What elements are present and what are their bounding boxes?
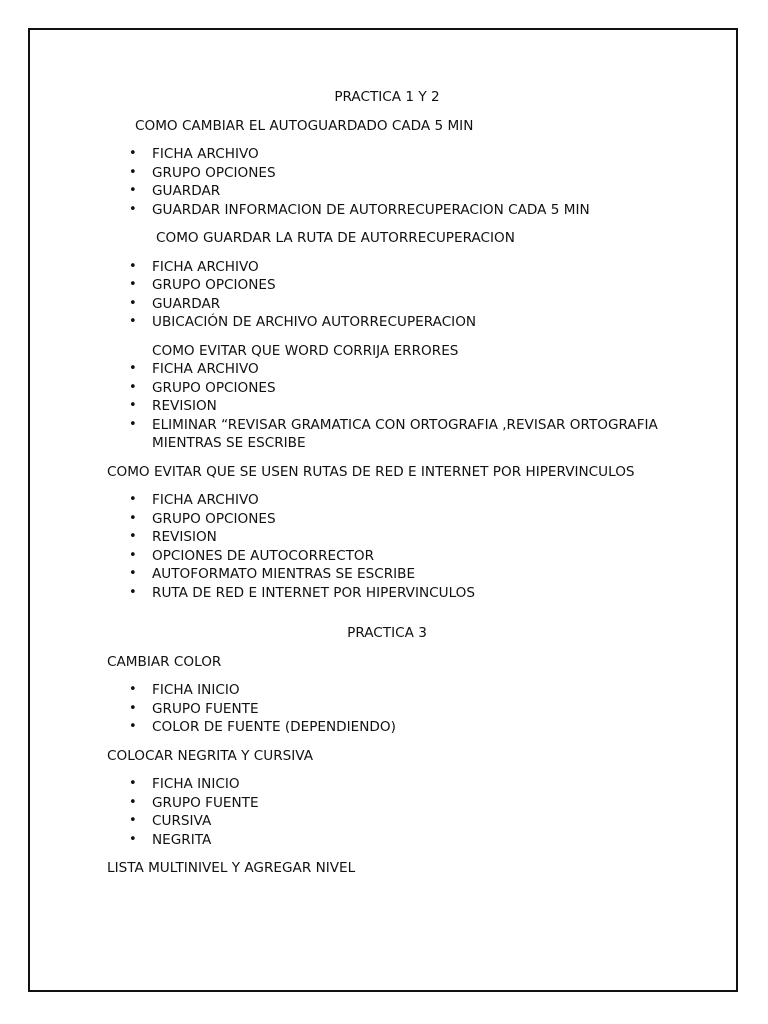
bold-italic-heading: COLOCAR NEGRITA Y CURSIVA: [107, 747, 314, 764]
multilevel-list-heading: LISTA MULTINIVEL Y AGREGAR NIVEL: [107, 860, 356, 876]
hyperlinks-heading: COMO EVITAR QUE SE USEN RUTAS DE RED E INTERNET POR HIPERVINCULOS: [107, 463, 635, 480]
practice-1-2-title: PRACTICA 1 Y 2: [334, 89, 440, 105]
list-item: • CURSIVA: [107, 812, 667, 831]
list-item: • GRUPO FUENTE: [107, 700, 667, 719]
list-item: • GUARDAR: [107, 295, 667, 314]
list-item: • FICHA INICIO: [107, 775, 667, 794]
recovery-path-heading: COMO GUARDAR LA RUTA DE AUTORRECUPERACION: [156, 230, 515, 246]
list-item: • OPCIONES DE AUTOCORRECTOR: [107, 547, 667, 566]
list-item: • FICHA ARCHIVO: [107, 360, 667, 379]
bold-italic-steps-list: [107, 775, 667, 849]
list-item: • ELIMINAR “REVISAR GRAMATICA CON ORTOGRAFIA ,REVISAR ORTOGRAFIA MIENTRAS SE ESCRIBE: [107, 416, 667, 453]
list-item: • FICHA ARCHIVO: [107, 258, 667, 277]
list-item: • UBICACIÓN DE ARCHIVO AUTORRECUPERACION: [107, 313, 667, 332]
list-item: • FICHA ARCHIVO: [107, 145, 667, 164]
list-item: • NEGRITA: [107, 831, 667, 850]
word-errors-steps-list: [107, 360, 667, 453]
list-item: • GRUPO OPCIONES: [107, 164, 667, 183]
autosave-steps-list: [107, 145, 667, 219]
list-item: • FICHA INICIO: [107, 681, 667, 700]
word-errors-heading: COMO EVITAR QUE WORD CORRIJA ERRORES: [152, 342, 459, 359]
list-item: • AUTOFORMATO MIENTRAS SE ESCRIBE: [107, 565, 667, 584]
list-item: • GRUPO OPCIONES: [107, 510, 667, 529]
document-content: [107, 88, 667, 888]
autosave-heading: COMO CAMBIAR EL AUTOGUARDADO CADA 5 MIN: [135, 117, 474, 134]
practice-3-title: PRACTICA 3: [347, 625, 427, 641]
section-spacer: [107, 612, 667, 624]
list-item: • REVISION: [107, 397, 667, 416]
list-item: • GRUPO OPCIONES: [107, 379, 667, 398]
list-item: • GRUPO OPCIONES: [107, 276, 667, 295]
list-item: • COLOR DE FUENTE (DEPENDIENDO): [107, 718, 667, 737]
change-color-heading: CAMBIAR COLOR: [107, 653, 222, 670]
list-item: • GUARDAR: [107, 182, 667, 201]
list-item: • RUTA DE RED E INTERNET POR HIPERVINCULOS: [107, 584, 667, 603]
list-item: • GRUPO FUENTE: [107, 794, 667, 813]
list-item: • REVISION: [107, 528, 667, 547]
change-color-steps-list: [107, 681, 667, 737]
recovery-path-steps-list: [107, 258, 667, 332]
list-item: • FICHA ARCHIVO: [107, 491, 667, 510]
hyperlinks-steps-list: [107, 491, 667, 602]
list-item: • GUARDAR INFORMACION DE AUTORRECUPERACION CADA 5 MIN: [107, 201, 667, 220]
